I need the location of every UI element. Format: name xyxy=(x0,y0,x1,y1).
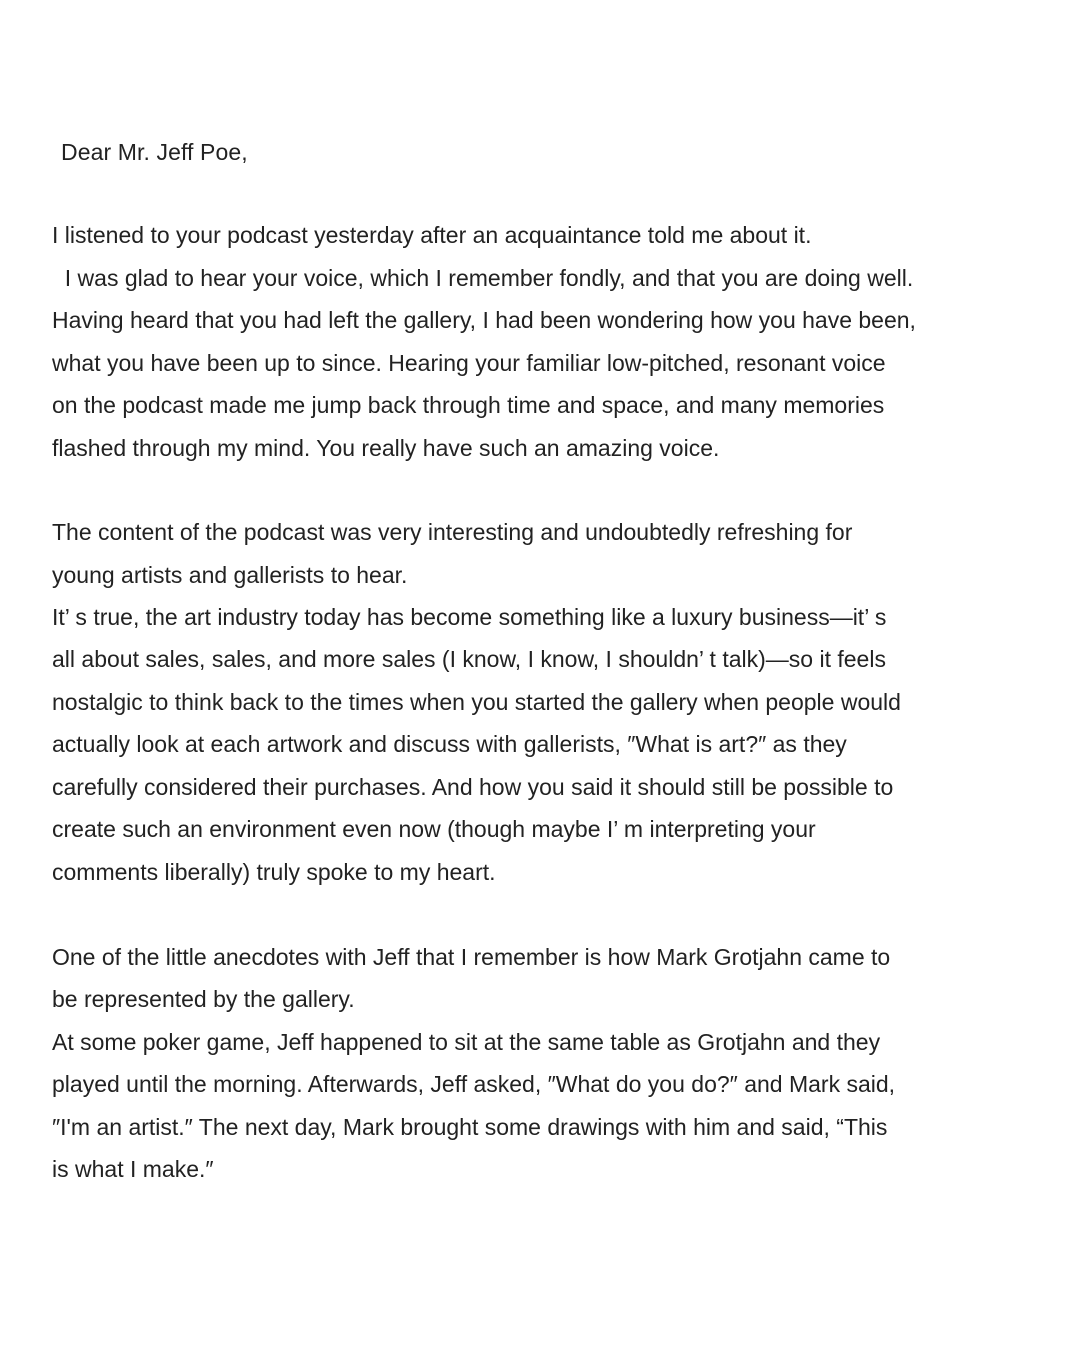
text-line: young artists and gallerists to hear. xyxy=(52,562,408,588)
text-line: I was glad to hear your voice, which I remember fondly, and that you are doing well. xyxy=(52,265,914,291)
text-line: Having heard that you had left the gallery, I had been wondering how you have been, xyxy=(52,307,916,333)
text-line: The content of the podcast was very interesting and undoubtedly refreshing for xyxy=(52,519,853,545)
text-line: At some poker game, Jeff happened to sit at the same table as Grotjahn and they xyxy=(52,1029,881,1055)
text-line: One of the little anecdotes with Jeff that I remember is how Mark Grotjahn came to xyxy=(52,944,891,970)
text-line: I listened to your podcast yesterday after an acquaintance told me about it. xyxy=(52,222,812,248)
text-line: create such an environment even now (though maybe I’ m interpreting your xyxy=(52,816,816,842)
text-line: what you have been up to since. Hearing your familiar low-pitched, resonant voice xyxy=(52,350,886,376)
text-line: carefully considered their purchases. And how you said it should still be possible to xyxy=(52,774,894,800)
letter-greeting: Dear Mr. Jeff Poe, xyxy=(61,139,248,165)
text-line: played until the morning. Afterwards, Jeff asked, ″What do you do?″ and Mark said, xyxy=(52,1071,896,1097)
text-line: comments liberally) truly spoke to my heart. xyxy=(52,859,496,885)
text-line: ″I'm an artist.″ The next day, Mark brought some drawings with him and said, “This xyxy=(52,1114,888,1140)
text-line: actually look at each artwork and discuss with gallerists, ″What is art?″ as they xyxy=(52,731,847,757)
text-line: on the podcast made me jump back through time and space, and many memories xyxy=(52,392,885,418)
text-line: all about sales, sales, and more sales (I know, I know, I shouldn’ t talk)—so it feels xyxy=(52,646,886,672)
text-line: is what I make.″ xyxy=(52,1156,214,1182)
text-line: nostalgic to think back to the times when you started the gallery when people would xyxy=(52,689,901,715)
text-line: It’ s true, the art industry today has become something like a luxury business—it’ s xyxy=(52,604,887,630)
text-line: be represented by the gallery. xyxy=(52,986,355,1012)
text-line: flashed through my mind. You really have such an amazing voice. xyxy=(52,435,720,461)
